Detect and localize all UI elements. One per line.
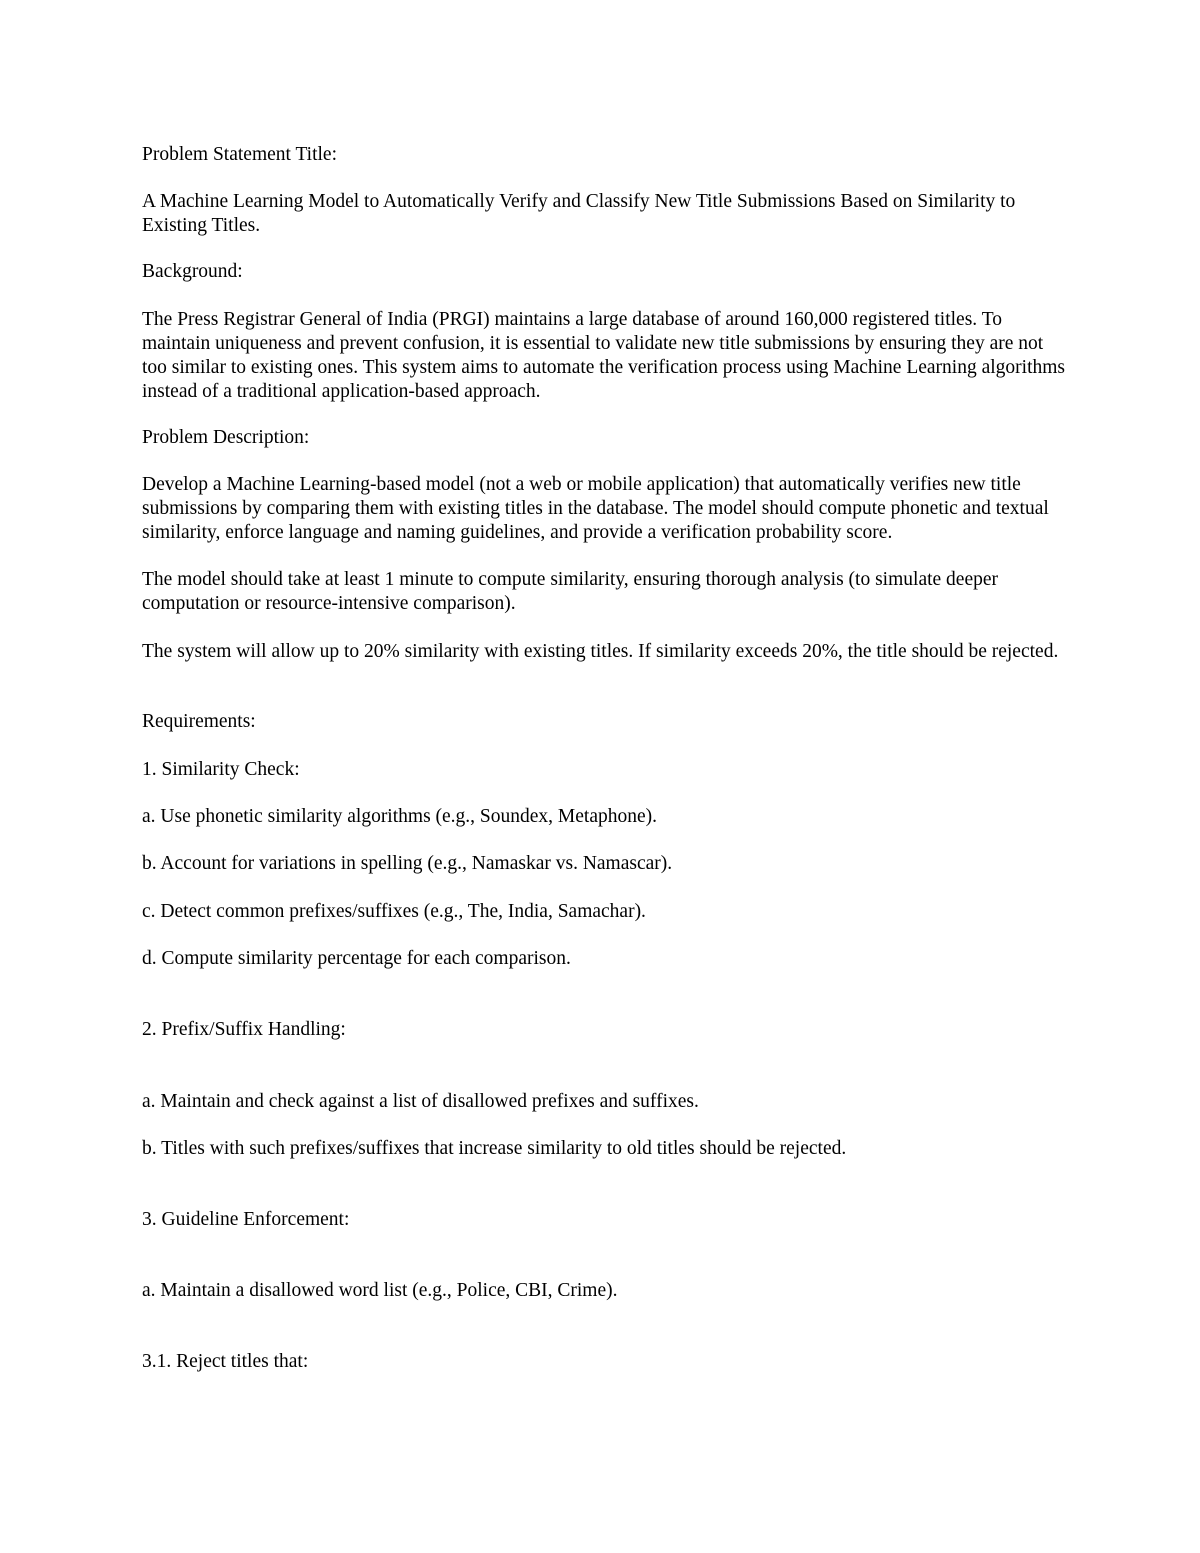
background-text: The Press Registrar General of India (PRGI) maintains a large database of around 160,000 registered titles. To maintain uniqueness and prevent confusion, it is essential to validate new title submissions by ensuring they are not too similar to existing ones. This system aims to automate the verification process using Machine Learning algorithms instead of a traditional application-based approach.	[142, 309, 1066, 402]
req1-heading: 1. Similarity Check:	[142, 759, 300, 780]
background-label: Background:	[142, 261, 243, 282]
description-label: Problem Description:	[142, 427, 310, 448]
req2-heading: 2. Prefix/Suffix Handling:	[142, 1019, 346, 1040]
req3-heading: 3. Guideline Enforcement:	[142, 1209, 350, 1230]
requirements-label: Requirements:	[142, 711, 256, 732]
description-paragraph-2: The model should take at least 1 minute to compute similarity, ensuring thorough analysis (to simulate deeper computation or resource-intensive comparison).	[142, 569, 999, 614]
req2-item-b: b. Titles with such prefixes/suffixes that increase similarity to old titles should be rejected.	[142, 1138, 847, 1159]
req1-item-d: d. Compute similarity percentage for each comparison.	[142, 948, 571, 969]
title-text: A Machine Learning Model to Automatically Verify and Classify New Title Submissions Based on Similarity to Existing Titles.	[142, 191, 1016, 236]
title-label: Problem Statement Title:	[142, 144, 338, 165]
req1-item-a: a. Use phonetic similarity algorithms (e.g., Soundex, Metaphone).	[142, 806, 658, 827]
req2-item-a: a. Maintain and check against a list of disallowed prefixes and suffixes.	[142, 1091, 699, 1112]
description-paragraph-3: The system will allow up to 20% similarity with existing titles. If similarity exceeds 20%, the title should be rejected.	[142, 641, 1059, 662]
req3-1-heading: 3.1. Reject titles that:	[142, 1351, 309, 1372]
req1-item-c: c. Detect common prefixes/suffixes (e.g., The, India, Samachar).	[142, 901, 646, 922]
description-paragraph-1: Develop a Machine Learning-based model (not a web or mobile application) that automatically verifies new title submissions by comparing them with existing titles in the database. The model should compute phonetic and textual similarity, enforce language and naming guidelines, and provide a verification probability score.	[142, 474, 1049, 543]
req3-item-a: a. Maintain a disallowed word list (e.g., Police, CBI, Crime).	[142, 1280, 618, 1301]
req1-item-b: b. Account for variations in spelling (e.g., Namaskar vs. Namascar).	[142, 853, 673, 874]
